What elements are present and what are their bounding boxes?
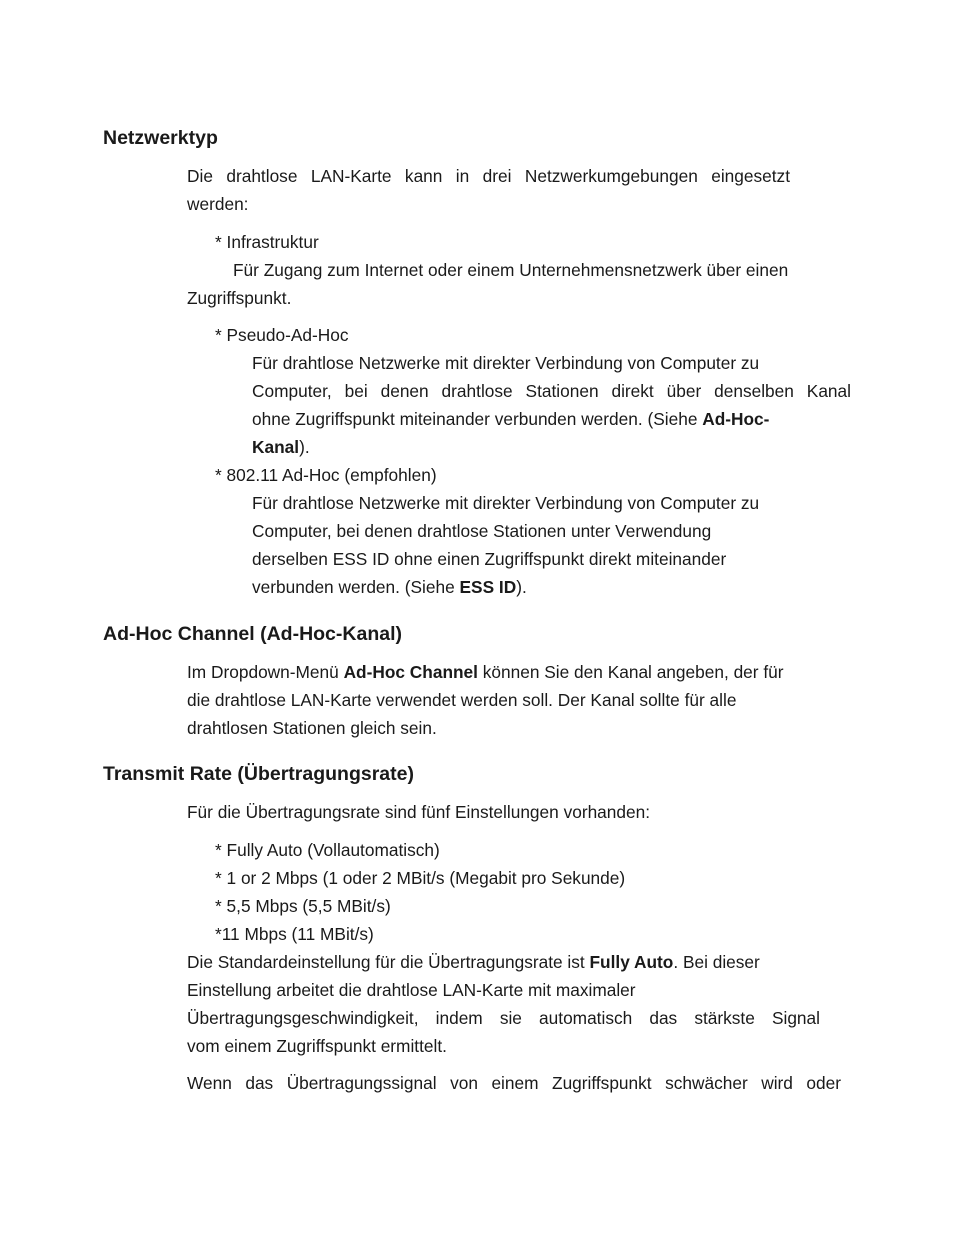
pseudo-adhoc-desc <box>252 349 851 461</box>
adhoc-channel-paragraph <box>187 658 807 742</box>
transmit-rate-default-paragraph <box>187 948 820 1060</box>
list-item: * 5,5 Mbps (5,5 MBit/s) <box>215 896 391 916</box>
list-item: *11 Mbps (11 MBit/s) <box>215 924 374 944</box>
list-item-title: * Pseudo-Ad-Hoc <box>215 325 349 345</box>
transmit-rate-list <box>215 836 625 948</box>
heading-transmit-rate: Transmit Rate (Übertragungsrate) <box>103 763 414 785</box>
ref-kanal: Kanal <box>252 437 300 457</box>
text-line: Die drahtlose LAN-Karte kann in drei Netzwerkumgebungen eingesetzt <box>187 166 790 186</box>
text-line: vom einem Zugriffspunkt ermittelt. <box>187 1036 447 1056</box>
list-item: * Fully Auto (Vollautomatisch) <box>215 840 440 860</box>
text-line: Die Standardeinstellung für die Übertragungsrate ist Fully Auto. Bei dieser <box>187 952 760 972</box>
infrastruktur-desc <box>233 256 788 284</box>
ref-ess-id: ESS ID <box>459 577 517 597</box>
text-line: die drahtlose LAN-Karte verwendet werden soll. Der Kanal sollte für alle <box>187 690 737 710</box>
infrastruktur-desc-cont <box>187 284 291 312</box>
text-line: Computer, bei denen drahtlose Stationen unter Verwendung <box>252 521 712 541</box>
text-line: ohne Zugriffspunkt miteinander verbunden werden. (Siehe Ad-Hoc- <box>252 409 770 429</box>
list-item: * 1 or 2 Mbps (1 oder 2 MBit/s (Megabit pro Sekunde) <box>215 868 626 888</box>
text-line: drahtlosen Stationen gleich sein. <box>187 718 437 738</box>
ref-fully-auto: Fully Auto <box>589 952 674 972</box>
text-line: Im Dropdown-Menü Ad-Hoc Channel können Sie den Kanal angeben, der für <box>187 662 784 682</box>
heading-adhoc-channel: Ad-Hoc Channel (Ad-Hoc-Kanal) <box>103 623 402 645</box>
text-line: Computer, bei denen drahtlose Stationen direkt über denselben Kanal <box>252 381 851 401</box>
text-line: Übertragungsgeschwindigkeit, indem sie automatisch das stärkste Signal <box>187 1008 820 1028</box>
netzwerktyp-intro <box>187 162 790 218</box>
text-line: Für drahtlose Netzwerke mit direkter Verbindung von Computer zu <box>252 353 760 373</box>
text-line: Für Zugang zum Internet oder einem Unternehmensnetzwerk über einen <box>233 260 789 280</box>
text-line: verbunden werden. (Siehe ESS ID). <box>252 577 527 597</box>
transmit-rate-intro <box>187 798 650 826</box>
text-line: Kanal). <box>252 437 310 457</box>
text-line: Wenn das Übertragungssignal von einem Zugriffspunkt schwächer wird oder <box>187 1073 841 1093</box>
ref-adhoc-kanal: Ad-Hoc- <box>702 409 770 429</box>
text-line: werden: <box>187 194 249 214</box>
list-item-80211-adhoc <box>215 461 437 489</box>
text-line: Zugriffspunkt. <box>187 288 292 308</box>
list-item-title: * Infrastruktur <box>215 232 319 252</box>
ref-adhoc-channel: Ad-Hoc Channel <box>343 662 478 682</box>
text-line: Für die Übertragungsrate sind fünf Einstellungen vorhanden: <box>187 802 651 822</box>
text-line: Für drahtlose Netzwerke mit direkter Verbindung von Computer zu <box>252 493 760 513</box>
list-item-infrastruktur <box>215 228 319 256</box>
list-item-pseudo-adhoc <box>215 321 349 349</box>
list-item-title: * 802.11 Ad-Hoc (empfohlen) <box>215 465 437 485</box>
text-line: Einstellung arbeitet die drahtlose LAN-Karte mit maximaler <box>187 980 636 1000</box>
transmit-rate-weak-paragraph <box>187 1069 841 1097</box>
heading-netzwerktyp: Netzwerktyp <box>103 127 218 149</box>
adhoc-desc <box>252 489 759 601</box>
text-line: derselben ESS ID ohne einen Zugriffspunkt direkt miteinander <box>252 549 727 569</box>
